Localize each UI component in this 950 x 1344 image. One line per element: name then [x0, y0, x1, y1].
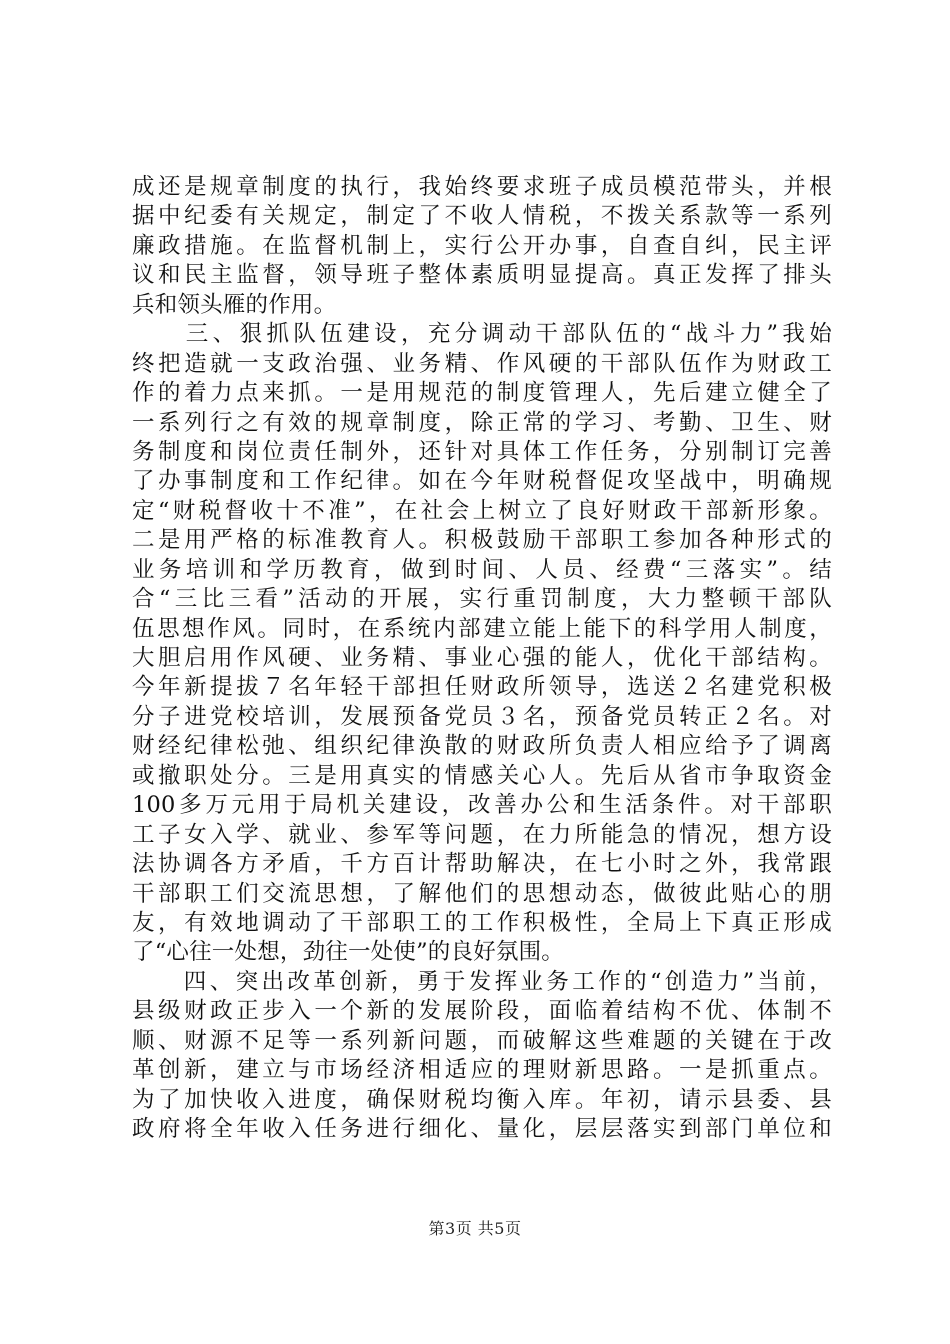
page-number-footer: 第3页 共5页	[428, 1219, 522, 1238]
text-line: 了“心往一处想，劲往一处使”的良好氛围。	[132, 939, 565, 966]
text-line: 法协调各方矛盾，千方百计帮助解决，在七小时之外，我常跟	[132, 851, 832, 878]
text-line: 三、狠抓队伍建设，充分调动干部队伍的“战斗力”我始	[132, 321, 832, 348]
text-line: 县级财政正步入一个新的发展阶段，面临着结构不优、体制不	[132, 998, 832, 1025]
text-line: 定“财税督收十不准”，在社会上树立了良好财政干部新形象。	[132, 497, 832, 524]
text-line: 或撤职处分。三是用真实的情感关心人。先后从省市争取资金	[132, 762, 832, 789]
text-line: 干部职工们交流思想，了解他们的思想动态，做彼此贴心的朋	[132, 880, 832, 907]
text-line: 成还是规章制度的执行，我始终要求班子成员模范带头，并根	[132, 174, 832, 200]
text-line: 革创新，建立与市场经济相适应的理财新思路。一是抓重点。	[132, 1057, 832, 1084]
text-line: 廉政措施。在监督机制上，实行公开办事，自查自纠，民主评	[132, 232, 832, 259]
text-line: 伍思想作风。同时，在系统内部建立能上能下的科学用人制度，	[132, 615, 832, 642]
text-line: 据中纪委有关规定，制定了不收人情税，不拨关系款等一系列	[132, 203, 832, 230]
text-line: 友，有效地调动了干部职工的工作积极性，全局上下真正形成	[132, 909, 832, 936]
text-line: 100多万元用于局机关建设，改善办公和生活条件。对干部职	[132, 792, 832, 819]
text-line: 财经纪律松弛、组织纪律涣散的财政所负责人相应给予了调离	[132, 733, 832, 760]
text-line: 了办事制度和工作纪律。如在今年财税督促攻坚战中，明确规	[132, 468, 832, 495]
text-line: 大胆启用作风硬、业务精、事业心强的能人，优化干部结构。	[132, 645, 832, 671]
text-line: 一系列行之有效的规章制度，除正常的学习、考勤、卫生、财	[132, 409, 832, 436]
body-text	[132, 173, 832, 1144]
text-line: 今年新提拔７名年轻干部担任财政所领导，选送２名建党积极	[132, 674, 832, 701]
text-line: 议和民主监督，领导班子整体素质明显提高。真正发挥了排头	[132, 262, 832, 289]
text-line: 为了加快收入进度，确保财税均衡入库。年初，请示县委、县	[132, 1086, 832, 1113]
text-line: 终把造就一支政治强、业务精、作风硬的干部队伍作为财政工	[132, 350, 832, 377]
text-line: 工子女入学、就业、参军等问题，在力所能急的情况，想方设	[132, 821, 832, 848]
text-line: 分子进党校培训，发展预备党员３名，预备党员转正２名。对	[132, 703, 832, 730]
text-line: 兵和领头雁的作用。	[132, 291, 337, 318]
text-line: 二是用严格的标准教育人。积极鼓励干部职工参加各种形式的	[132, 527, 832, 554]
text-line: 政府将全年收入任务进行细化、量化，层层落实到部门单位和	[132, 1116, 832, 1142]
text-line: 顺、财源不足等一系列新问题，而破解这些难题的关键在于改	[132, 1027, 832, 1054]
text-line: 四、突出改革创新，勇于发挥业务工作的“创造力”当前，	[132, 968, 832, 995]
text-line: 合“三比三看”活动的开展，实行重罚制度，大力整顿干部队	[132, 586, 832, 613]
text-line: 务制度和岗位责任制外，还针对具体工作任务，分别制订完善	[132, 438, 832, 465]
text-line: 业务培训和学历教育，做到时间、人员、经费“三落实”。结	[132, 556, 832, 583]
text-line: 作的着力点来抓。一是用规范的制度管理人，先后建立健全了	[132, 380, 832, 407]
